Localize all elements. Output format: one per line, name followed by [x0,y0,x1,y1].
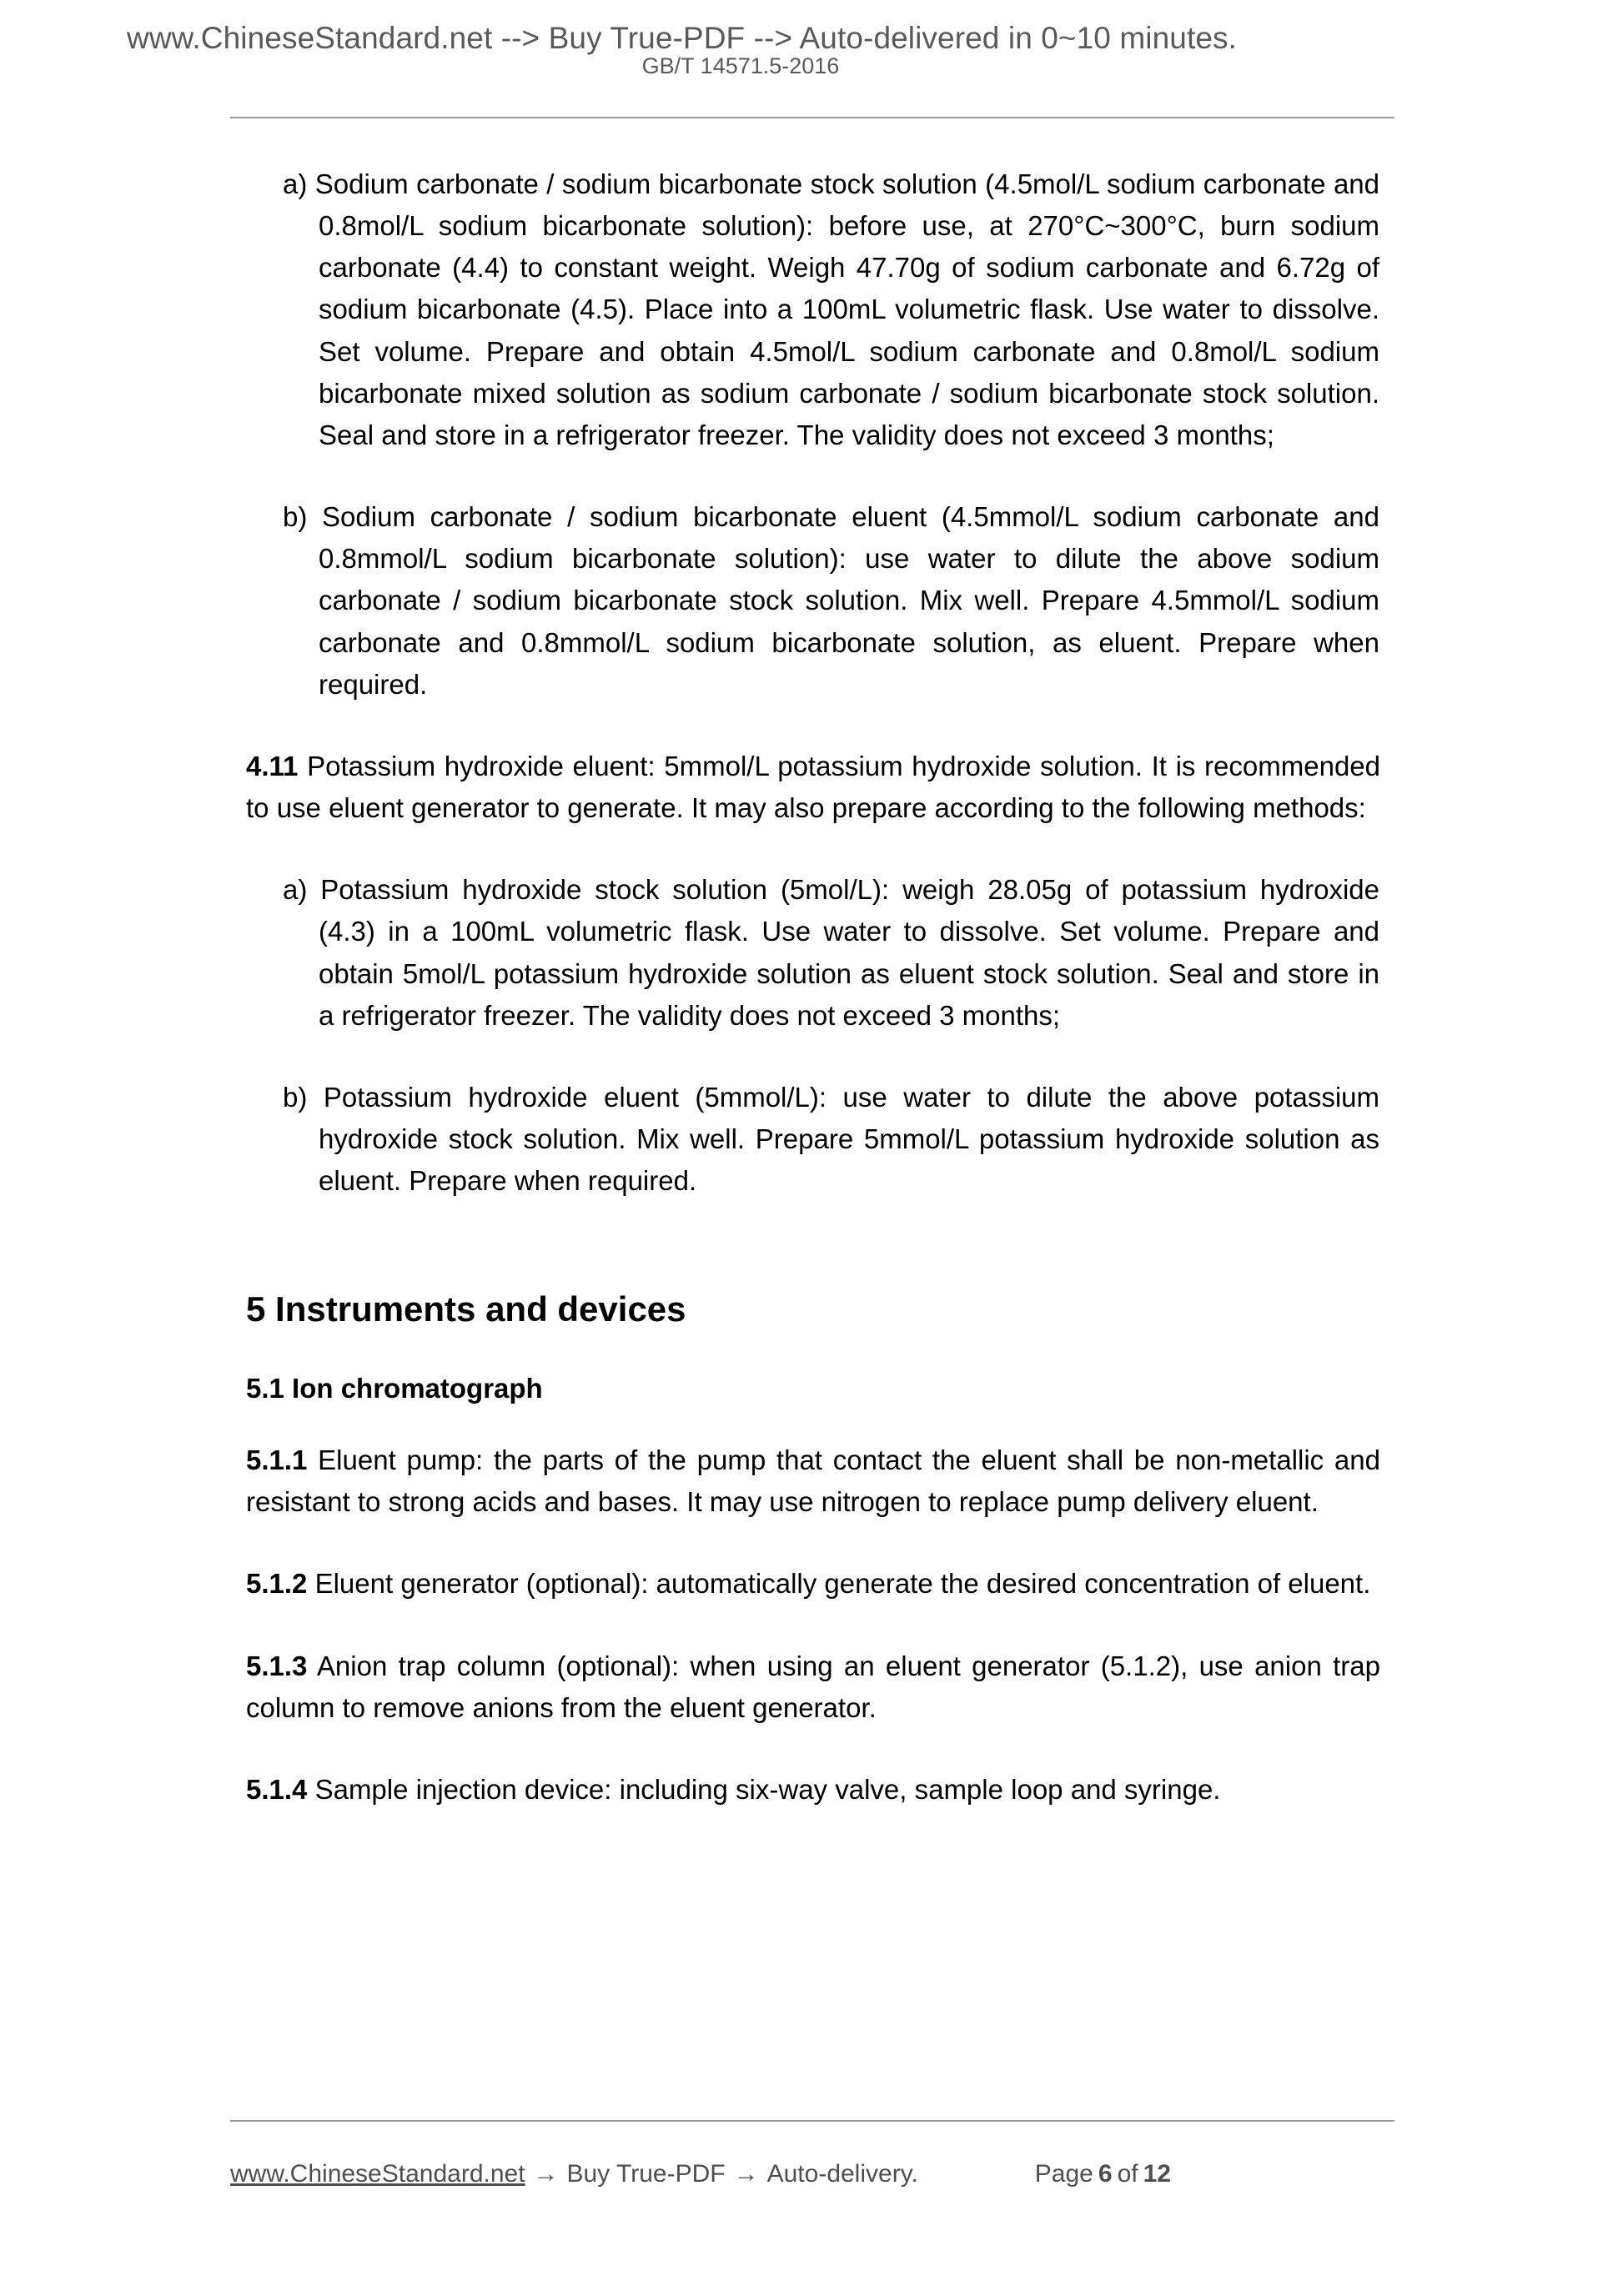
clause-5-1-2 [246,1563,1380,1605]
spacer [246,1230,1380,1287]
spacer [246,1757,1380,1769]
document-body [246,163,1380,1811]
page-total: 12 [1143,2160,1171,2188]
clause-4-11 [246,746,1380,829]
footer-row [230,2160,1394,2188]
list-item [283,869,1379,1037]
spacer [246,857,1380,869]
spacer [246,1065,1380,1077]
clause-5-1-3 [246,1645,1380,1729]
list-item [283,496,1379,706]
spacer [246,1551,1380,1563]
clause-number: 5.1.2 [246,1568,308,1600]
clause-text: Eluent pump: the parts of the pump that contact the eluent shall be non-metallic and resistant to strong acids and bases. It may use nitrogen to replace pump delivery eluent. [246,1444,1380,1518]
of-label: of [1117,2160,1138,2188]
list-item [283,1077,1379,1202]
header-promo-text: www.ChineseStandard.net --> Buy True-PDF --> Auto-delivered in 0~10 minutes. [127,21,1237,55]
clause-5-1-1 [246,1439,1380,1523]
list-marker: a) [283,168,308,199]
page-number: 6 [1098,2160,1113,2188]
list-marker: b) [283,501,308,533]
header-standard-number: GB/T 14571.5-2016 [641,53,840,78]
arrow-right-icon: → [733,2160,759,2188]
spacer [246,1408,1380,1439]
list-item [283,163,1379,456]
clause-text: Anion trap column (optional): when using an eluent generator (5.1.2), use anion trap column to remove anions from the eluent generator. [246,1650,1380,1723]
footer-buy-label: Buy True-PDF [566,2160,726,2188]
list-marker: a) [283,874,308,906]
footer-site-link[interactable]: www.ChineseStandard.net [230,2160,525,2188]
subsection-title: 5.1 Ion chromatograph [246,1372,543,1404]
spacer [246,485,1380,496]
list-item-text: Potassium hydroxide stock solution (5mol/L): weigh 28.05g of potassium hydroxide (4.3) in a 100mL volumetric flask. Use water to dissolve. Set volume. Prepare and obtain 5mol/L potassium hydroxide solution as eluent stock solution. Seal and store in a refrigerator freezer. The validity does not exceed 3 months; [319,874,1379,1031]
arrow-right-icon: → [533,2160,559,2188]
clause-text: Eluent generator (optional): automatically generate the desired concentration of eluent. [314,1568,1371,1600]
page-label: Page [1034,2160,1093,2188]
spacer [246,1333,1380,1369]
clause-number: 4.11 [246,750,299,781]
header-divider [230,117,1394,118]
footer-divider [230,2120,1394,2122]
spacer [246,1634,1380,1645]
list-item-text: Potassium hydroxide eluent (5mmol/L): use water to dilute the above potassium hydroxide stock solution. Mix well. Prepare 5mmol/L potassium hydroxide solution as eluent. Prepare when required. [319,1081,1379,1197]
clause-number: 5.1.3 [246,1650,308,1681]
list-item-text: Sodium carbonate / sodium bicarbonate eluent (4.5mmol/L sodium carbonate and 0.8mmol/L sodium bicarbonate solution): use water to dilute the above sodium carbonate / sodium bicarbonate stock solution. Mix well. Prepare 4.5mmol/L sodium carbonate and 0.8mmol/L sodium bicarbonate solution, as eluent. Prepare when required. [319,501,1379,700]
page-title: 5 Instruments and devices [246,1289,686,1329]
list-item-text: Sodium carbonate / sodium bicarbonate stock solution (4.5mol/L sodium carbonate and 0.8mol/L sodium bicarbonate solution): before use, at 270°C~300°C, burn sodium carbonate (4.4) to constant weight. Weigh 47.70g of sodium carbonate and 6.72g of sodium bicarbonate (4.5). Place into a 100mL volumetric flask. Use water to dissolve. Set volume. Prepare and obtain 4.5mol/L sodium carbonate and 0.8mol/L sodium bicarbonate mixed solution as sodium carbonate / sodium bicarbonate stock solution. Seal and store in a refrigerator freezer. The validity does not exceed 3 months; [314,168,1379,450]
page-header [0,20,1623,79]
list-marker: b) [283,1081,308,1113]
clause-text: Sample injection device: including six-way valve, sample loop and syringe. [314,1773,1221,1805]
clause-text: Potassium hydroxide eluent: 5mmol/L potassium hydroxide solution. It is recommended to use eluent generator to generate. It may also prepare according to the following methods: [246,750,1380,824]
clause-number: 5.1.1 [246,1444,308,1476]
clause-number: 5.1.4 [246,1773,308,1805]
page-indicator [1035,2160,1176,2188]
spacer [246,734,1380,746]
clause-5-1-4 [246,1769,1380,1811]
footer-delivery-label: Auto-delivery. [766,2160,918,2188]
